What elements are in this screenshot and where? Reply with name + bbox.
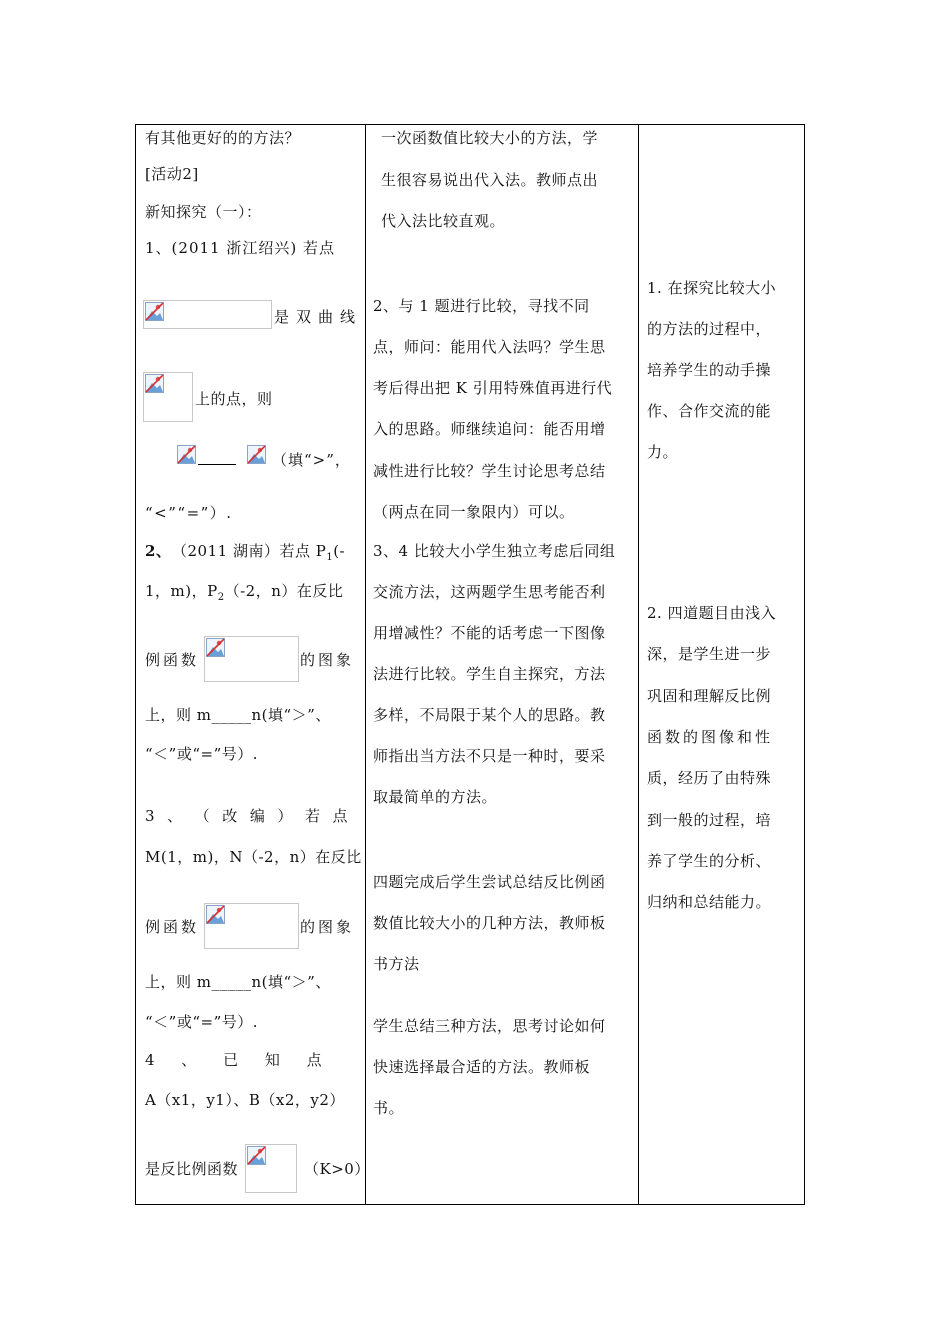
broken-image-icon <box>247 445 266 464</box>
formula-image <box>204 636 299 682</box>
column-divider <box>365 125 366 1204</box>
text-line: 用增减性？不能的话考虑一下图像 <box>373 624 606 642</box>
formula-image <box>176 444 198 466</box>
formula-image <box>245 1144 297 1193</box>
text-line: （K>0） <box>304 1160 370 1178</box>
formula-image <box>143 300 272 329</box>
text-line: 作、合作交流的能 <box>647 402 772 420</box>
answer-blank <box>198 450 236 465</box>
text-line: 到一般的过程，培 <box>647 811 772 829</box>
text-line: 力。 <box>647 443 679 461</box>
text-line: 取最简单的方法。 <box>373 788 498 806</box>
formula-image <box>143 372 193 422</box>
text-line: 考后得出把 K 引用特殊值再进行代 <box>373 379 613 397</box>
question-2 <box>172 541 345 561</box>
text-line: 四题完成后学生尝试总结反比例函 <box>373 873 606 891</box>
text-line: 3、4 比较大小学生独立考虑后同组 <box>373 542 616 560</box>
text-line: 归纳和总结能力。 <box>647 893 772 911</box>
text-fragment: （2011 湖南）若点 P <box>172 542 327 560</box>
broken-image-icon <box>206 638 225 657</box>
subscript: 1 <box>326 552 334 563</box>
text-line: M(1，m)，N（-2，n）在反比 <box>145 848 362 866</box>
text-line: 书。 <box>373 1099 405 1117</box>
text-line <box>145 581 343 601</box>
text-line: 例函数 <box>145 651 200 669</box>
question-1: 1、(2011 浙江绍兴) 若点 <box>145 239 335 257</box>
text-line: 的图象 <box>300 651 355 669</box>
question-4: 4 、 已 知 点 <box>145 1051 333 1069</box>
text-fragment: （-2，n）在反比 <box>224 582 344 600</box>
text-line: 深，是学生进一步 <box>647 645 772 663</box>
broken-image-icon <box>145 374 164 393</box>
text-line: 巩固和理解反比例 <box>647 687 772 705</box>
column-divider <box>638 125 639 1204</box>
text-line: 是双曲线 <box>274 308 363 326</box>
text-line: 数值比较大小的几种方法，教师板 <box>373 914 606 932</box>
text-line: 的图象 <box>300 918 355 936</box>
text-line: 入的思路。师继续追问：能否用增 <box>373 420 606 438</box>
text-line: 是反比例函数 <box>145 1160 239 1178</box>
question-3: 3 、 （ 改 编 ） 若 点 <box>145 807 352 825</box>
question-number: 2、 <box>145 542 172 560</box>
text-line: 快速选择最合适的方法。教师板 <box>373 1058 591 1076</box>
broken-image-icon <box>177 445 196 464</box>
text-line: 一次函数值比较大小的方法，学 <box>381 129 599 147</box>
text-line: 减性进行比较？学生讨论思考总结 <box>373 462 606 480</box>
text-line: 点，师问：能用代入法吗？学生思 <box>373 338 606 356</box>
text-line: “<”“=”）. <box>145 504 233 522</box>
section-heading: 新知探究（一）： <box>145 203 262 221</box>
text-line: 2. 四道题目由浅入 <box>647 604 777 622</box>
text-line: 2、与 1 题进行比较，寻找不同 <box>373 297 590 315</box>
text-line: 上，则 m_____n(填“＞”、 <box>145 706 331 724</box>
text-line: （两点在同一象限内）可以。 <box>373 503 575 521</box>
text-line: 书方法 <box>373 955 420 973</box>
text-line: A（x1，y1）、B（x2，y2） <box>145 1091 345 1109</box>
text-line: 上，则 m_____n(填“＞”、 <box>145 973 331 991</box>
broken-image-icon <box>145 302 164 321</box>
text-line: “＜”或“=”号）. <box>145 745 259 763</box>
broken-image-icon <box>206 905 225 924</box>
broken-image-icon <box>247 1146 266 1165</box>
subscript: 2 <box>217 592 225 603</box>
text-line: 学生总结三种方法，思考讨论如何 <box>373 1017 606 1035</box>
text-fragment: 1，m)，P <box>145 582 218 600</box>
text-line: 法进行比较。学生自主探究，方法 <box>373 665 606 683</box>
text-line: 代入法比较直观。 <box>381 212 506 230</box>
text-line: 交流方法，这两题学生思考能否利 <box>373 583 606 601</box>
formula-image <box>246 444 268 466</box>
text-line: “＜”或“=”号）. <box>145 1013 259 1031</box>
text-line: 1. 在探究比较大小 <box>647 279 777 297</box>
text-line: 多样，不局限于某个人的思路。教 <box>373 706 606 724</box>
text-line: 上的点，则 <box>195 390 273 408</box>
text-line: 的方法的过程中， <box>647 320 772 338</box>
text-line: 师指出当方法不只是一种时，要采 <box>373 747 606 765</box>
text-line: [活动2] <box>145 165 199 183</box>
text-line: 有其他更好的的方法？ <box>145 129 301 147</box>
text-line: （填“>”， <box>272 451 351 469</box>
text-line: 例函数 <box>145 918 200 936</box>
text-fragment: (- <box>333 542 346 560</box>
text-line: 养了学生的分析、 <box>647 852 772 870</box>
text-line: 质，经历了由特殊 <box>647 769 772 787</box>
formula-image <box>204 903 299 949</box>
text-line: 函数的图像和性 <box>647 728 774 746</box>
text-line: 培养学生的动手操 <box>647 361 772 379</box>
text-line: 生很容易说出代入法。教师点出 <box>381 171 599 189</box>
